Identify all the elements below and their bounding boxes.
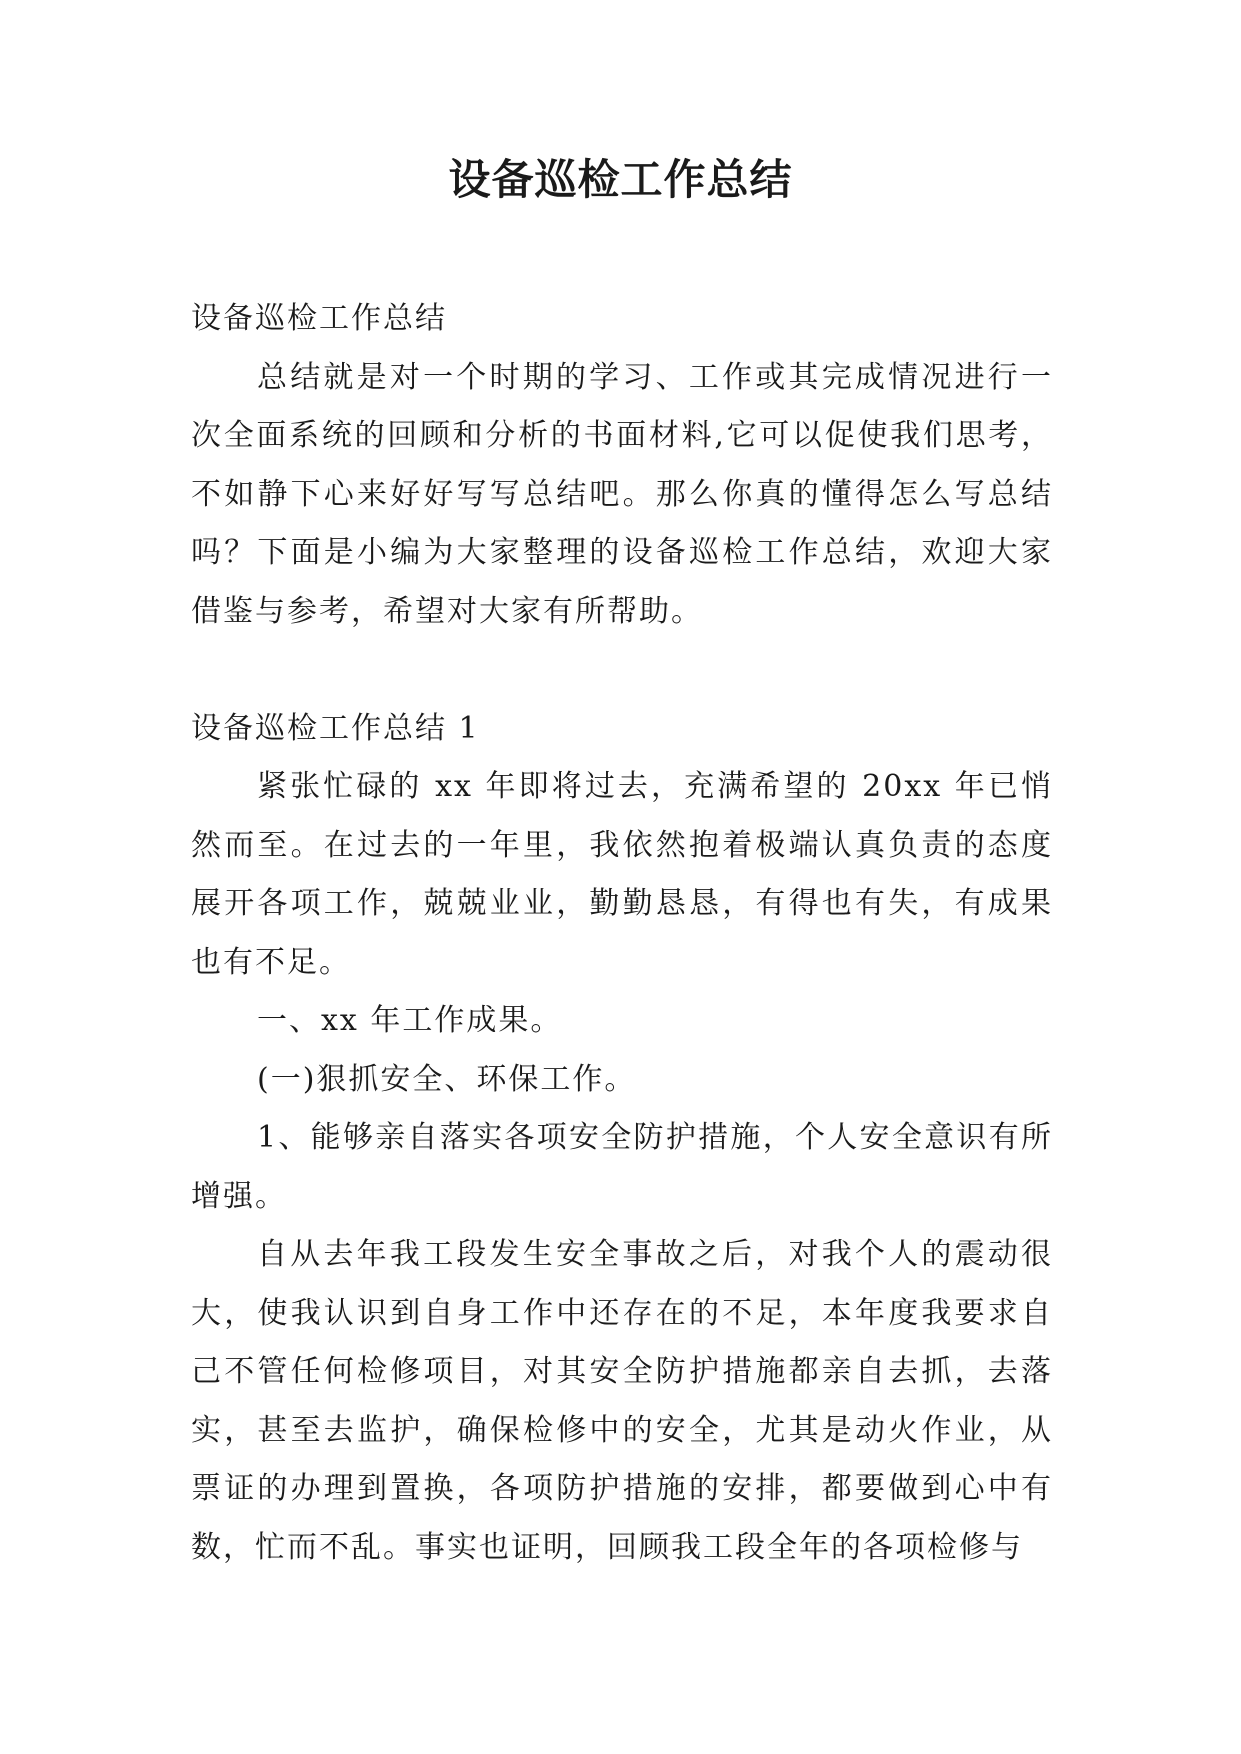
subheading: 一、xx 年工作成果。 — [257, 1003, 563, 1038]
section-heading: 设备巡检工作总结 — [191, 301, 447, 336]
document-title: 设备巡检工作总结 — [448, 155, 793, 204]
intro-paragraph: 总结就是对一个时期的学习、工作或其完成情况进行一次全面系统的回顾和分析的书面材料,它可以促使我们思考，不如静下心来好好写写总结吧。那么你真的懂得怎么写总结吗？下面是小编为大家整理的设备巡检工作总结，欢迎大家借鉴与参考，希望对大家有所帮助。 — [191, 359, 1053, 629]
section-heading: 设备巡检工作总结 1 — [191, 710, 480, 746]
body-paragraph: 紧张忙碌的 xx 年即将过去，充满希望的 20xx 年已悄然而至。在过去的一年里，我依然抱着极端认真负责的态度展开各项工作，兢兢业业，勤勤恳恳，有得也有失，有成果也有不足。 — [191, 769, 1053, 980]
subheading: (一)狠抓安全、环保工作。 — [257, 1061, 637, 1097]
document-body — [191, 290, 1053, 1577]
body-paragraph: 自从去年我工段发生安全事故之后，对我个人的震动很大，使我认识到自身工作中还存在的不足，本年度我要求自己不管任何检修项目，对其安全防护措施都亲自去抓，去落实，甚至去监护，确保检修中的安全，尤其是动火作业，从票证的办理到置换，各项防护措施的安排，都要做到心中有数，忙而不乱。事实也证明，回顾我工段全年的各项检修与 — [191, 1237, 1053, 1565]
list-item: 1、能够亲自落实各项安全防护措施，个人安全意识有所增强。 — [191, 1120, 1053, 1214]
